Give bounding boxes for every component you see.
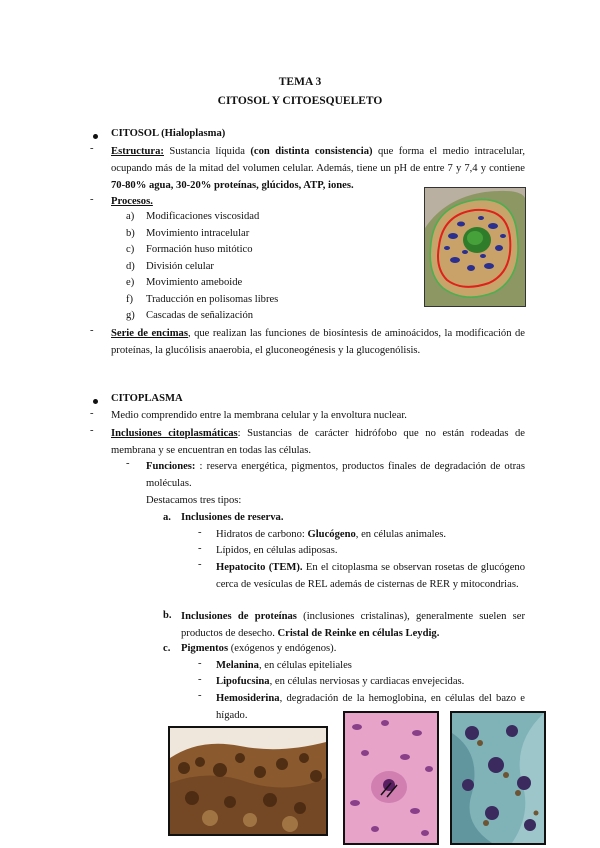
melanina-micrograph-image: [168, 726, 328, 836]
proceso-item: Modificaciones viscosidad: [146, 211, 260, 222]
dash-estructura: -: [90, 143, 94, 154]
serie-text: , que realizan las funciones de biosíntesis de aminoácidos, la modificación de proteínas, la glucólisis anaerobia, el gluconeogénesis y la glucogenólisis.: [111, 328, 525, 356]
destacamos-text: Destacamos tres tipos:: [146, 495, 242, 506]
funciones-paragraph: [146, 458, 525, 492]
hepatocito-text: En el citoplasma se observan rosetas de glucógeno cerca de vesículas de REL además de cisternas de RER y mitocondrias.: [216, 562, 525, 590]
hemosiderina-micrograph-drawing: [452, 713, 544, 843]
tema-number: TEMA 3: [278, 76, 322, 88]
lipidos-text: Lípidos, en células adiposas.: [216, 545, 338, 556]
proceso-item: Movimiento ameboide: [146, 277, 243, 288]
pigmentos-marker: c.: [163, 643, 171, 654]
estructura-bold-2: 70-80% agua, 30-20% proteínas, glúcidos, ATP, iones.: [111, 180, 354, 191]
hidratos-text-2: , en células animales.: [355, 529, 447, 540]
proceso-item: Traducción en polisomas libres: [146, 293, 279, 305]
glucogeno-bold: Glucógeno: [307, 529, 356, 540]
dash-lipofucsina: -: [198, 674, 202, 685]
hidratos-text: Hidratos de carbono:: [216, 529, 308, 540]
hemosiderina-text: , degradación de la hemoglobina, en células del bazo e hígado.: [216, 693, 525, 721]
hemosiderina-bold: Hemosiderina: [216, 693, 280, 704]
lipofucsina-text: , en células nerviosas y cardiacas envejecidas.: [269, 676, 465, 687]
cell-micrograph-image: [424, 187, 526, 307]
melanina-micrograph-drawing: [170, 728, 326, 834]
proteinas-paragraph: [181, 608, 525, 642]
inclusiones-label: Inclusiones citoplasmáticas: [111, 428, 238, 439]
medio-text: Medio comprendido entre la membrana celular y la envoltura nuclear.: [111, 410, 407, 421]
cell-micrograph-drawing: [425, 188, 525, 306]
bullet-citoplasma: [93, 399, 98, 404]
page-title: CITOSOL Y CITOESQUELETO: [217, 95, 383, 107]
melanina-line: [216, 658, 352, 674]
citoplasma-heading: CITOPLASMA: [111, 393, 183, 404]
estructura-text-1: Sustancia líquida: [163, 146, 251, 157]
proceso-marker: g): [126, 310, 135, 321]
dash-medio: -: [90, 408, 94, 419]
proceso-marker: f): [126, 293, 134, 305]
melanina-text: , en células epiteliales: [258, 660, 352, 671]
procesos-label: Procesos.: [111, 196, 153, 207]
dash-hepatocito: -: [198, 559, 202, 570]
citosol-heading: CITOSOL (Hialoplasma): [111, 128, 226, 139]
dash-hidratos: -: [198, 527, 202, 538]
dash-inclusiones: -: [90, 425, 94, 436]
hepatocito-paragraph: [216, 559, 525, 593]
dash-lipidos: -: [198, 543, 202, 554]
proceso-item: Movimiento intracelular: [146, 227, 250, 239]
dash-procesos: -: [90, 194, 94, 205]
dash-serie: -: [90, 325, 94, 336]
pigmentos-bold: Pigmentos: [181, 643, 229, 654]
proceso-item: Cascadas de señalización: [146, 310, 254, 321]
dash-melanina: -: [198, 658, 202, 669]
serie-paragraph: [111, 325, 525, 359]
proteinas-marker: b.: [163, 610, 172, 621]
lipofucsina-micrograph-drawing: [345, 713, 437, 843]
proteinas-bold: Inclusiones de proteínas: [181, 611, 297, 622]
estructura-label: Estructura:: [111, 146, 164, 157]
dash-funciones: -: [126, 458, 130, 469]
melanina-bold: Melanina: [216, 660, 259, 671]
estructura-bold-1: (con distinta consistencia): [250, 146, 373, 157]
serie-label: Serie de encimas: [111, 328, 188, 339]
proceso-item: División celular: [146, 260, 214, 272]
bullet-citosol: [93, 134, 98, 139]
funciones-text: : reserva energética, pigmentos, productos finales de degradación de otras moléculas.: [146, 461, 525, 489]
proceso-marker: a): [126, 211, 135, 222]
estructura-text-2: que forma el medio intracelular, ocupando más de la mitad del volumen celular. Además, tiene un pH de entre 7 y 7,4 y contiene: [111, 146, 525, 174]
proceso-marker: b): [126, 227, 135, 239]
proceso-item: Formación huso mitótico: [146, 244, 253, 255]
hemosiderina-micrograph-image: [450, 711, 546, 845]
hepatocito-bold: Hepatocito (TEM).: [216, 562, 303, 573]
lipofucsina-micrograph-image: [343, 711, 439, 845]
pigmentos-text: (exógenos y endógenos).: [228, 643, 337, 654]
funciones-label: Funciones:: [146, 461, 196, 472]
lipofucsina-line: [216, 674, 464, 690]
proceso-marker: d): [126, 260, 135, 272]
reinke-bold: Cristal de Reinke en células Leydig.: [277, 628, 440, 639]
lipofucsina-bold: Lipofucsina: [216, 676, 270, 687]
reserva-marker: a.: [163, 512, 171, 523]
pigmentos-line: [181, 641, 336, 657]
reserva-heading: Inclusiones de reserva.: [181, 512, 284, 523]
proceso-marker: c): [126, 244, 135, 255]
inclusiones-paragraph: [111, 425, 525, 459]
dash-hemosiderina: -: [198, 690, 202, 701]
proteinas-text: (inclusiones cristalinas), generalmente suelen ser productos de desecho.: [181, 611, 525, 639]
proceso-marker: e): [126, 277, 135, 288]
inclusiones-text: : Sustancias de carácter hidrófobo que no están rodeadas de membrana y se encuentran en todas las células.: [111, 428, 526, 456]
hidratos-line: [216, 527, 446, 543]
